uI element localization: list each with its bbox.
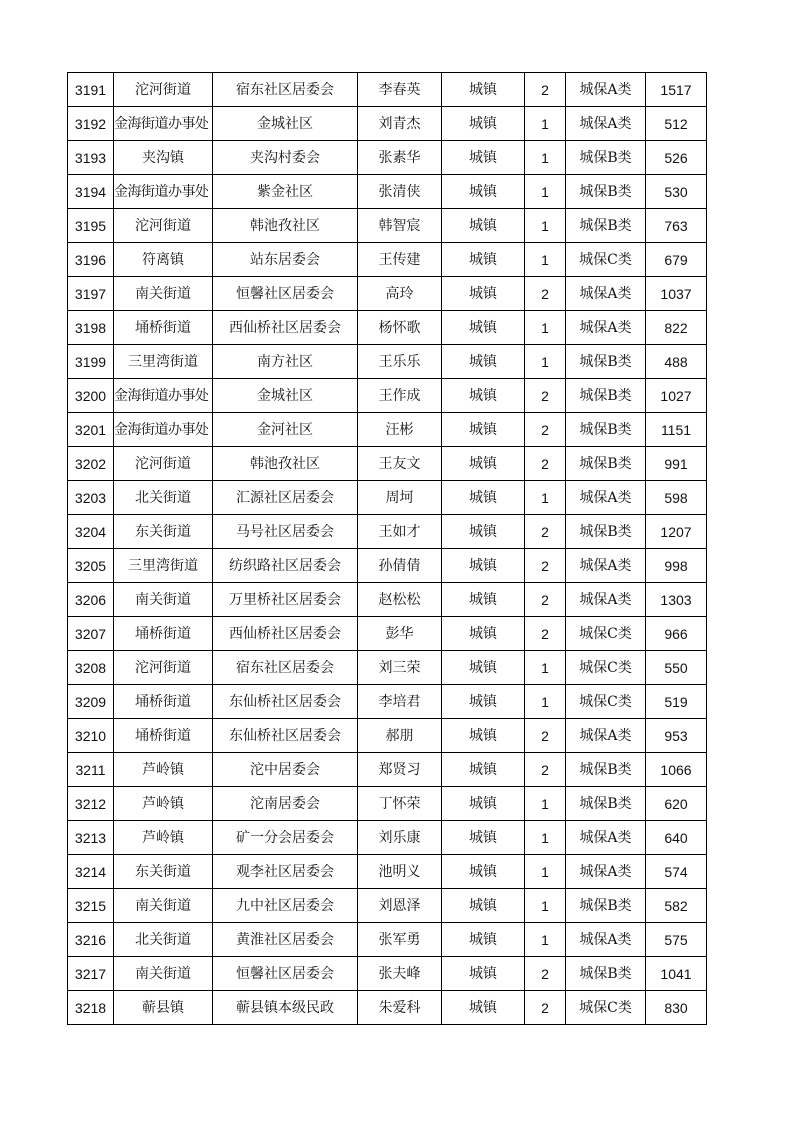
household-size-cell: 2 bbox=[525, 991, 566, 1025]
community-name-cell: 宿东社区居委会 bbox=[213, 651, 358, 685]
assistance-category-cell: 城保A类 bbox=[566, 821, 646, 855]
table-row bbox=[68, 719, 707, 753]
street-office-cell: 沱河街道 bbox=[114, 209, 213, 243]
assistance-category-cell: 城保B类 bbox=[566, 957, 646, 991]
row-number-cell: 3206 bbox=[68, 583, 114, 617]
assistance-category-cell: 城保B类 bbox=[566, 413, 646, 447]
area-type-cell: 城镇 bbox=[442, 923, 525, 957]
assistance-category-cell: 城保A类 bbox=[566, 73, 646, 107]
area-type-cell: 城镇 bbox=[442, 719, 525, 753]
area-type-cell: 城镇 bbox=[442, 141, 525, 175]
person-name-cell: 丁怀荣 bbox=[358, 787, 442, 821]
household-size-cell: 1 bbox=[525, 787, 566, 821]
table-row bbox=[68, 243, 707, 277]
household-size-cell: 2 bbox=[525, 719, 566, 753]
person-name-cell: 韩智宸 bbox=[358, 209, 442, 243]
area-type-cell: 城镇 bbox=[442, 481, 525, 515]
benefit-amount-cell: 1151 bbox=[646, 413, 707, 447]
household-size-cell: 2 bbox=[525, 753, 566, 787]
row-number-cell: 3195 bbox=[68, 209, 114, 243]
row-number-cell: 3204 bbox=[68, 515, 114, 549]
household-size-cell: 1 bbox=[525, 311, 566, 345]
row-number-cell: 3192 bbox=[68, 107, 114, 141]
community-name-cell: 宿东社区居委会 bbox=[213, 73, 358, 107]
assistance-category-cell: 城保B类 bbox=[566, 345, 646, 379]
table-row bbox=[68, 141, 707, 175]
table-row bbox=[68, 277, 707, 311]
table-row bbox=[68, 617, 707, 651]
street-office-cell: 南关街道 bbox=[114, 889, 213, 923]
table-row bbox=[68, 73, 707, 107]
assistance-category-cell: 城保B类 bbox=[566, 141, 646, 175]
household-size-cell: 2 bbox=[525, 583, 566, 617]
household-size-cell: 1 bbox=[525, 141, 566, 175]
benefit-amount-cell: 526 bbox=[646, 141, 707, 175]
benefit-amount-cell: 1027 bbox=[646, 379, 707, 413]
person-name-cell: 刘青杰 bbox=[358, 107, 442, 141]
community-name-cell: 观李社区居委会 bbox=[213, 855, 358, 889]
street-office-cell: 东关街道 bbox=[114, 855, 213, 889]
street-office-cell: 沱河街道 bbox=[114, 651, 213, 685]
benefit-amount-cell: 991 bbox=[646, 447, 707, 481]
person-name-cell: 池明义 bbox=[358, 855, 442, 889]
person-name-cell: 王传建 bbox=[358, 243, 442, 277]
assistance-category-cell: 城保A类 bbox=[566, 481, 646, 515]
street-office-cell: 符离镇 bbox=[114, 243, 213, 277]
data-table bbox=[67, 72, 707, 1025]
household-size-cell: 2 bbox=[525, 73, 566, 107]
assistance-category-cell: 城保B类 bbox=[566, 209, 646, 243]
household-size-cell: 1 bbox=[525, 107, 566, 141]
person-name-cell: 汪彬 bbox=[358, 413, 442, 447]
street-office-cell: 金海街道办事处 bbox=[114, 413, 213, 447]
row-number-cell: 3212 bbox=[68, 787, 114, 821]
household-size-cell: 2 bbox=[525, 413, 566, 447]
benefit-amount-cell: 640 bbox=[646, 821, 707, 855]
household-size-cell: 1 bbox=[525, 855, 566, 889]
assistance-category-cell: 城保A类 bbox=[566, 311, 646, 345]
benefit-amount-cell: 530 bbox=[646, 175, 707, 209]
table-row bbox=[68, 413, 707, 447]
assistance-category-cell: 城保A类 bbox=[566, 923, 646, 957]
benefit-amount-cell: 679 bbox=[646, 243, 707, 277]
street-office-cell: 金海街道办事处 bbox=[114, 379, 213, 413]
street-office-cell: 埇桥街道 bbox=[114, 685, 213, 719]
benefit-amount-cell: 830 bbox=[646, 991, 707, 1025]
table-row bbox=[68, 515, 707, 549]
area-type-cell: 城镇 bbox=[442, 991, 525, 1025]
row-number-cell: 3215 bbox=[68, 889, 114, 923]
row-number-cell: 3191 bbox=[68, 73, 114, 107]
person-name-cell: 李培君 bbox=[358, 685, 442, 719]
row-number-cell: 3202 bbox=[68, 447, 114, 481]
assistance-category-cell: 城保B类 bbox=[566, 447, 646, 481]
area-type-cell: 城镇 bbox=[442, 73, 525, 107]
benefit-amount-cell: 1517 bbox=[646, 73, 707, 107]
benefit-amount-cell: 822 bbox=[646, 311, 707, 345]
area-type-cell: 城镇 bbox=[442, 583, 525, 617]
community-name-cell: 沱南居委会 bbox=[213, 787, 358, 821]
table-row bbox=[68, 651, 707, 685]
street-office-cell: 埇桥街道 bbox=[114, 311, 213, 345]
community-name-cell: 东仙桥社区居委会 bbox=[213, 719, 358, 753]
person-name-cell: 张军勇 bbox=[358, 923, 442, 957]
benefit-amount-cell: 519 bbox=[646, 685, 707, 719]
benefit-amount-cell: 763 bbox=[646, 209, 707, 243]
street-office-cell: 三里湾街道 bbox=[114, 345, 213, 379]
street-office-cell: 南关街道 bbox=[114, 957, 213, 991]
table-row bbox=[68, 345, 707, 379]
assistance-category-cell: 城保A类 bbox=[566, 855, 646, 889]
person-name-cell: 彭华 bbox=[358, 617, 442, 651]
area-type-cell: 城镇 bbox=[442, 957, 525, 991]
row-number-cell: 3198 bbox=[68, 311, 114, 345]
community-name-cell: 矿一分会居委会 bbox=[213, 821, 358, 855]
person-name-cell: 孙倩倩 bbox=[358, 549, 442, 583]
household-size-cell: 1 bbox=[525, 889, 566, 923]
assistance-category-cell: 城保A类 bbox=[566, 583, 646, 617]
assistance-category-cell: 城保A类 bbox=[566, 719, 646, 753]
row-number-cell: 3199 bbox=[68, 345, 114, 379]
area-type-cell: 城镇 bbox=[442, 107, 525, 141]
row-number-cell: 3210 bbox=[68, 719, 114, 753]
community-name-cell: 恒馨社区居委会 bbox=[213, 957, 358, 991]
street-office-cell: 金海街道办事处 bbox=[114, 107, 213, 141]
street-office-cell: 沱河街道 bbox=[114, 73, 213, 107]
row-number-cell: 3193 bbox=[68, 141, 114, 175]
row-number-cell: 3197 bbox=[68, 277, 114, 311]
row-number-cell: 3216 bbox=[68, 923, 114, 957]
row-number-cell: 3211 bbox=[68, 753, 114, 787]
person-name-cell: 刘乐康 bbox=[358, 821, 442, 855]
household-size-cell: 1 bbox=[525, 821, 566, 855]
person-name-cell: 朱爱科 bbox=[358, 991, 442, 1025]
benefit-amount-cell: 1041 bbox=[646, 957, 707, 991]
community-name-cell: 纺织路社区居委会 bbox=[213, 549, 358, 583]
row-number-cell: 3207 bbox=[68, 617, 114, 651]
community-name-cell: 西仙桥社区居委会 bbox=[213, 617, 358, 651]
benefit-amount-cell: 620 bbox=[646, 787, 707, 821]
household-size-cell: 1 bbox=[525, 209, 566, 243]
person-name-cell: 张夫峰 bbox=[358, 957, 442, 991]
community-name-cell: 夹沟村委会 bbox=[213, 141, 358, 175]
street-office-cell: 芦岭镇 bbox=[114, 787, 213, 821]
community-name-cell: 九中社区居委会 bbox=[213, 889, 358, 923]
table-row bbox=[68, 821, 707, 855]
row-number-cell: 3203 bbox=[68, 481, 114, 515]
community-name-cell: 万里桥社区居委会 bbox=[213, 583, 358, 617]
person-name-cell: 王乐乐 bbox=[358, 345, 442, 379]
row-number-cell: 3217 bbox=[68, 957, 114, 991]
street-office-cell: 芦岭镇 bbox=[114, 753, 213, 787]
assistance-category-cell: 城保B类 bbox=[566, 175, 646, 209]
assistance-category-cell: 城保B类 bbox=[566, 379, 646, 413]
household-size-cell: 1 bbox=[525, 175, 566, 209]
community-name-cell: 韩池孜社区 bbox=[213, 447, 358, 481]
household-size-cell: 2 bbox=[525, 549, 566, 583]
person-name-cell: 周坷 bbox=[358, 481, 442, 515]
table-row bbox=[68, 889, 707, 923]
street-office-cell: 芦岭镇 bbox=[114, 821, 213, 855]
household-size-cell: 1 bbox=[525, 345, 566, 379]
assistance-category-cell: 城保C类 bbox=[566, 991, 646, 1025]
person-name-cell: 王作成 bbox=[358, 379, 442, 413]
street-office-cell: 南关街道 bbox=[114, 583, 213, 617]
assistance-category-cell: 城保B类 bbox=[566, 787, 646, 821]
person-name-cell: 张清侠 bbox=[358, 175, 442, 209]
area-type-cell: 城镇 bbox=[442, 345, 525, 379]
area-type-cell: 城镇 bbox=[442, 855, 525, 889]
area-type-cell: 城镇 bbox=[442, 549, 525, 583]
person-name-cell: 张素华 bbox=[358, 141, 442, 175]
benefit-amount-cell: 512 bbox=[646, 107, 707, 141]
assistance-category-cell: 城保A类 bbox=[566, 549, 646, 583]
community-name-cell: 紫金社区 bbox=[213, 175, 358, 209]
row-number-cell: 3201 bbox=[68, 413, 114, 447]
household-size-cell: 2 bbox=[525, 957, 566, 991]
area-type-cell: 城镇 bbox=[442, 787, 525, 821]
street-office-cell: 南关街道 bbox=[114, 277, 213, 311]
table-row bbox=[68, 685, 707, 719]
household-size-cell: 1 bbox=[525, 243, 566, 277]
street-office-cell: 夹沟镇 bbox=[114, 141, 213, 175]
community-name-cell: 西仙桥社区居委会 bbox=[213, 311, 358, 345]
community-name-cell: 黄淮社区居委会 bbox=[213, 923, 358, 957]
person-name-cell: 郑贤习 bbox=[358, 753, 442, 787]
street-office-cell: 埇桥街道 bbox=[114, 719, 213, 753]
household-size-cell: 1 bbox=[525, 481, 566, 515]
street-office-cell: 东关街道 bbox=[114, 515, 213, 549]
assistance-category-cell: 城保C类 bbox=[566, 243, 646, 277]
benefit-amount-cell: 966 bbox=[646, 617, 707, 651]
community-name-cell: 南方社区 bbox=[213, 345, 358, 379]
assistance-category-cell: 城保B类 bbox=[566, 515, 646, 549]
area-type-cell: 城镇 bbox=[442, 753, 525, 787]
community-name-cell: 汇源社区居委会 bbox=[213, 481, 358, 515]
benefit-amount-cell: 550 bbox=[646, 651, 707, 685]
row-number-cell: 3214 bbox=[68, 855, 114, 889]
row-number-cell: 3208 bbox=[68, 651, 114, 685]
benefit-amount-cell: 1037 bbox=[646, 277, 707, 311]
benefit-amount-cell: 488 bbox=[646, 345, 707, 379]
assistance-category-cell: 城保C类 bbox=[566, 617, 646, 651]
area-type-cell: 城镇 bbox=[442, 821, 525, 855]
row-number-cell: 3213 bbox=[68, 821, 114, 855]
person-name-cell: 刘三荣 bbox=[358, 651, 442, 685]
assistance-category-cell: 城保C类 bbox=[566, 685, 646, 719]
household-size-cell: 1 bbox=[525, 923, 566, 957]
community-name-cell: 马号社区居委会 bbox=[213, 515, 358, 549]
person-name-cell: 赵松松 bbox=[358, 583, 442, 617]
table-row bbox=[68, 379, 707, 413]
street-office-cell: 三里湾街道 bbox=[114, 549, 213, 583]
table-row bbox=[68, 923, 707, 957]
table-row bbox=[68, 209, 707, 243]
community-name-cell: 东仙桥社区居委会 bbox=[213, 685, 358, 719]
community-name-cell: 金河社区 bbox=[213, 413, 358, 447]
area-type-cell: 城镇 bbox=[442, 175, 525, 209]
benefit-amount-cell: 953 bbox=[646, 719, 707, 753]
household-size-cell: 2 bbox=[525, 277, 566, 311]
assistance-category-cell: 城保C类 bbox=[566, 651, 646, 685]
area-type-cell: 城镇 bbox=[442, 685, 525, 719]
table-row bbox=[68, 855, 707, 889]
community-name-cell: 韩池孜社区 bbox=[213, 209, 358, 243]
household-size-cell: 2 bbox=[525, 515, 566, 549]
assistance-category-cell: 城保A类 bbox=[566, 107, 646, 141]
table-row bbox=[68, 957, 707, 991]
person-name-cell: 王如才 bbox=[358, 515, 442, 549]
area-type-cell: 城镇 bbox=[442, 277, 525, 311]
person-name-cell: 高玲 bbox=[358, 277, 442, 311]
table-row bbox=[68, 787, 707, 821]
area-type-cell: 城镇 bbox=[442, 379, 525, 413]
benefit-amount-cell: 998 bbox=[646, 549, 707, 583]
area-type-cell: 城镇 bbox=[442, 311, 525, 345]
row-number-cell: 3209 bbox=[68, 685, 114, 719]
person-name-cell: 李春英 bbox=[358, 73, 442, 107]
area-type-cell: 城镇 bbox=[442, 243, 525, 277]
community-name-cell: 恒馨社区居委会 bbox=[213, 277, 358, 311]
table-row bbox=[68, 753, 707, 787]
benefit-amount-cell: 1066 bbox=[646, 753, 707, 787]
table-row bbox=[68, 447, 707, 481]
table-row bbox=[68, 481, 707, 515]
row-number-cell: 3194 bbox=[68, 175, 114, 209]
benefit-amount-cell: 575 bbox=[646, 923, 707, 957]
table-row bbox=[68, 549, 707, 583]
person-name-cell: 郝朋 bbox=[358, 719, 442, 753]
street-office-cell: 埇桥街道 bbox=[114, 617, 213, 651]
assistance-category-cell: 城保B类 bbox=[566, 753, 646, 787]
community-name-cell: 站东居委会 bbox=[213, 243, 358, 277]
benefit-amount-cell: 582 bbox=[646, 889, 707, 923]
table-row bbox=[68, 583, 707, 617]
benefit-amount-cell: 598 bbox=[646, 481, 707, 515]
street-office-cell: 蕲县镇 bbox=[114, 991, 213, 1025]
area-type-cell: 城镇 bbox=[442, 209, 525, 243]
table-row bbox=[68, 175, 707, 209]
community-name-cell: 金城社区 bbox=[213, 107, 358, 141]
area-type-cell: 城镇 bbox=[442, 617, 525, 651]
area-type-cell: 城镇 bbox=[442, 515, 525, 549]
street-office-cell: 北关街道 bbox=[114, 923, 213, 957]
community-name-cell: 金城社区 bbox=[213, 379, 358, 413]
benefit-amount-cell: 1207 bbox=[646, 515, 707, 549]
household-size-cell: 2 bbox=[525, 617, 566, 651]
table-body bbox=[68, 73, 707, 1025]
person-name-cell: 杨怀歌 bbox=[358, 311, 442, 345]
area-type-cell: 城镇 bbox=[442, 413, 525, 447]
table-row bbox=[68, 107, 707, 141]
street-office-cell: 沱河街道 bbox=[114, 447, 213, 481]
household-size-cell: 1 bbox=[525, 651, 566, 685]
area-type-cell: 城镇 bbox=[442, 447, 525, 481]
row-number-cell: 3218 bbox=[68, 991, 114, 1025]
benefit-amount-cell: 1303 bbox=[646, 583, 707, 617]
person-name-cell: 王友文 bbox=[358, 447, 442, 481]
person-name-cell: 刘恩泽 bbox=[358, 889, 442, 923]
household-size-cell: 2 bbox=[525, 447, 566, 481]
table-row bbox=[68, 991, 707, 1025]
row-number-cell: 3196 bbox=[68, 243, 114, 277]
assistance-category-cell: 城保B类 bbox=[566, 889, 646, 923]
household-size-cell: 2 bbox=[525, 379, 566, 413]
street-office-cell: 北关街道 bbox=[114, 481, 213, 515]
assistance-category-cell: 城保A类 bbox=[566, 277, 646, 311]
table-row bbox=[68, 311, 707, 345]
household-size-cell: 1 bbox=[525, 685, 566, 719]
area-type-cell: 城镇 bbox=[442, 889, 525, 923]
row-number-cell: 3205 bbox=[68, 549, 114, 583]
community-name-cell: 沱中居委会 bbox=[213, 753, 358, 787]
area-type-cell: 城镇 bbox=[442, 651, 525, 685]
community-name-cell: 蕲县镇本级民政 bbox=[213, 991, 358, 1025]
street-office-cell: 金海街道办事处 bbox=[114, 175, 213, 209]
benefit-amount-cell: 574 bbox=[646, 855, 707, 889]
row-number-cell: 3200 bbox=[68, 379, 114, 413]
